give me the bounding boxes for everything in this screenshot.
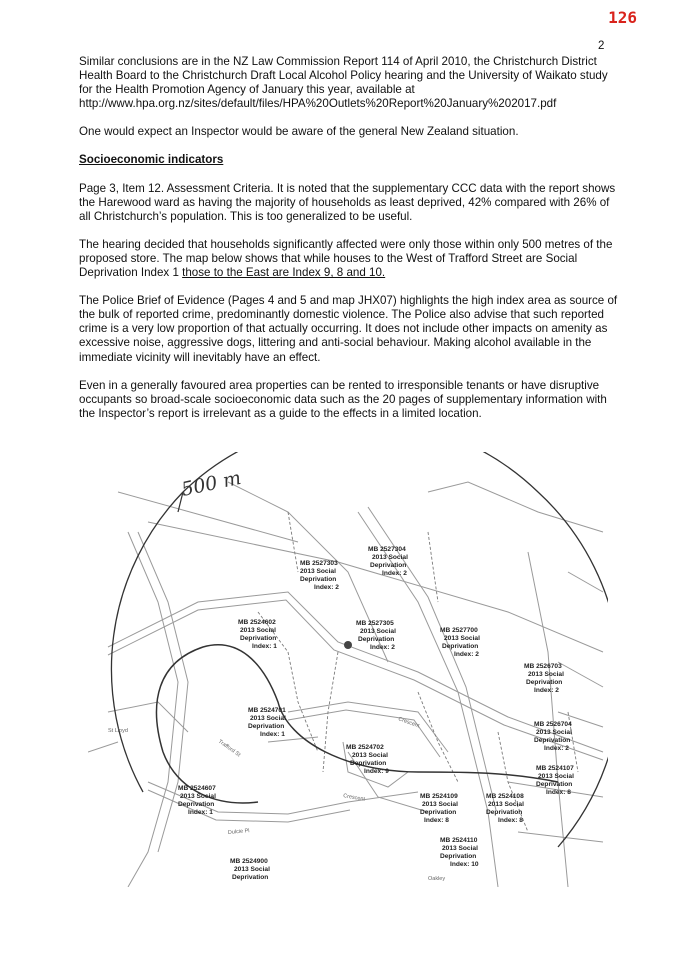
meshblock-id: MB 2526703 — [524, 663, 562, 670]
meshblock-id: MB 2524108 — [486, 793, 524, 800]
meshblock-index: Index: 2 — [370, 644, 395, 651]
meshblock-year: 2013 Social — [528, 671, 564, 678]
meshblock-index: Index: 2 — [534, 687, 559, 694]
meshblock-year: 2013 Social — [240, 627, 276, 634]
meshblock-index: Index: 8 — [546, 789, 571, 796]
paragraph-inspector: One would expect an Inspector would be aware of the general New Zealand situation. — [79, 125, 519, 139]
meshblock-label — [230, 858, 270, 881]
meshblock-id: MB 2524701 — [248, 707, 286, 714]
meshblock-year: 2013 Social — [442, 845, 478, 852]
street-label-crescent-2: Crescent — [342, 793, 366, 803]
meshblock-id: MB 2524110 — [440, 837, 478, 844]
meshblock-label — [486, 793, 524, 824]
meshblock-year: 2013 Social — [538, 773, 574, 780]
meshblock-index: Index: 2 — [314, 584, 339, 591]
meshblock-label — [534, 721, 572, 752]
street-label-st-lloyd: St Lloyd — [108, 728, 128, 734]
meshblock-year: 2013 Social — [488, 801, 524, 808]
street-label-crescent-1: Crescent — [397, 716, 421, 730]
meshblock-id: MB 2524109 — [420, 793, 458, 800]
meshblock-year: 2013 Social — [372, 554, 408, 561]
meshblock-label — [300, 560, 339, 591]
meshblock-id: MB 2524607 — [178, 785, 216, 792]
street-label-oakley: Oakley — [428, 876, 446, 882]
meshblock-title: Deprivation — [526, 679, 563, 686]
meshblock-id: MB 2527303 — [300, 560, 338, 567]
paragraph-tenants: Even in a generally favoured area properties can be rented to irresponsible tenants or have disruptive occupants so broad-scale socioeconomic data such as the 20 pages of supplementary information with the Inspector’s report is irrelevant as a guide to the effects in a limited location. — [79, 378, 607, 420]
paragraph-assessment: Page 3, Item 12. Assessment Criteria. It is noted that the supplementary CCC data with the report shows the Harewood ward as having the majority of households as least deprived, 42% compared with 26% of all Christchurch’s population. This is too generalized to be useful. — [79, 181, 616, 223]
meshblock-title: Deprivation — [350, 760, 387, 767]
meshblock-year: 2013 Social — [250, 715, 286, 722]
page-number: 2 — [598, 40, 605, 52]
meshblock-title: Deprivation — [486, 809, 523, 816]
map-svg — [88, 452, 608, 887]
meshblock-year: 2013 Social — [180, 793, 216, 800]
meshblock-label — [356, 620, 396, 651]
meshblock-title: Deprivation — [536, 781, 573, 788]
store-marker — [344, 641, 352, 649]
section-heading: Socioeconomic indicators — [79, 153, 224, 167]
meshblock-title: Deprivation — [248, 723, 285, 730]
meshblock-year: 2013 Social — [360, 628, 396, 635]
street-label-trafford: Trafford St — [216, 738, 242, 759]
hearing-text: The hearing decided that households significantly affected were only those within only 500 metres of the proposed store. The map below shows that while houses to the West of Trafford Street are Social Deprivation Index 1 — [79, 237, 613, 280]
meshblock-year: 2013 Social — [422, 801, 458, 808]
meshblock-index: Index: 9 — [364, 768, 389, 775]
paragraph-hearing — [79, 238, 619, 280]
meshblock-label — [346, 744, 389, 775]
meshblock-title: Deprivation — [240, 635, 277, 642]
meshblock-id: MB 2524602 — [238, 619, 276, 626]
meshblock-index: Index: 8 — [498, 817, 523, 824]
meshblock-label — [178, 785, 216, 816]
meshblock-label — [440, 627, 480, 658]
paragraph-conclusions: Similar conclusions are in the NZ Law Commission Report 114 of April 2010, the Christchurch District Health Board to the Christchurch Draft Local Alcohol Policy hearing and the University of Waikato study for the Health Promotion Agency of January this year, available at http://www.hpa.org.nz/sites/default/files/HPA%20Outlets%20Report%20January%202017.pdf — [79, 55, 608, 111]
deprivation-map — [88, 452, 608, 887]
radius-note: 500 m — [179, 466, 244, 501]
meshblock-title: Deprivation — [440, 853, 477, 860]
meshblock-title: Deprivation — [232, 874, 269, 881]
meshblock-title: Deprivation — [420, 809, 457, 816]
meshblock-label — [420, 793, 458, 824]
meshblock-index: Index: 1 — [252, 643, 277, 650]
meshblock-label — [238, 619, 277, 650]
meshblock-title: Deprivation — [178, 801, 215, 808]
meshblock-id: MB 2526704 — [534, 721, 572, 728]
paragraph-police: The Police Brief of Evidence (Pages 4 and 5 and map JHX07) highlights the high index area as source of the bulk of reported crime, predominantly domestic violence. The Police also advise that such reported crime is a very low proportion of that actually occurring. It does not include other impacts on amenity as excessive noise, aggressive dogs, littering and anti-social behaviour. Making alcohol available in the immediate vicinity will inevitably have an effect. — [79, 294, 618, 364]
meshblock-label — [536, 765, 574, 796]
meshblock-title: Deprivation — [300, 576, 337, 583]
meshblock-index: Index: 8 — [424, 817, 449, 824]
meshblock-index: Index: 1 — [260, 731, 285, 738]
meshblock-index: Index: 10 — [450, 861, 479, 868]
meshblock-id: MB 2524107 — [536, 765, 574, 772]
meshblock-year: 2013 Social — [536, 729, 572, 736]
hearing-underlined: those to the East are Index 9, 8 and 10. — [182, 266, 386, 280]
meshblock-label — [248, 707, 286, 738]
meshblock-label — [440, 837, 479, 868]
meshblock-index: Index: 2 — [544, 745, 569, 752]
meshblock-id: MB 2527304 — [368, 546, 406, 553]
meshblock-title: Deprivation — [442, 643, 479, 650]
meshblock-title: Deprivation — [534, 737, 571, 744]
document-body — [79, 55, 619, 435]
meshblock-year: 2013 Social — [300, 568, 336, 575]
meshblock-title: Deprivation — [370, 562, 407, 569]
meshblock-index: Index: 2 — [454, 651, 479, 658]
page-stamp: 126 — [608, 8, 637, 27]
meshblock-title: Deprivation — [358, 636, 395, 643]
meshblock-id: MB 2524900 — [230, 858, 268, 865]
meshblock-index: Index: 1 — [188, 809, 213, 816]
meshblock-id: MB 2524702 — [346, 744, 384, 751]
meshblock-id: MB 2527700 — [440, 627, 478, 634]
meshblock-year: 2013 Social — [234, 866, 270, 873]
meshblock-index: Index: 2 — [382, 570, 407, 577]
meshblock-label — [524, 663, 564, 694]
street-label-dulcie: Dulcie Pl — [227, 828, 250, 836]
meshblock-year: 2013 Social — [444, 635, 480, 642]
meshblock-id: MB 2527305 — [356, 620, 394, 627]
meshblock-year: 2013 Social — [352, 752, 388, 759]
radius-arc-left — [111, 492, 183, 792]
